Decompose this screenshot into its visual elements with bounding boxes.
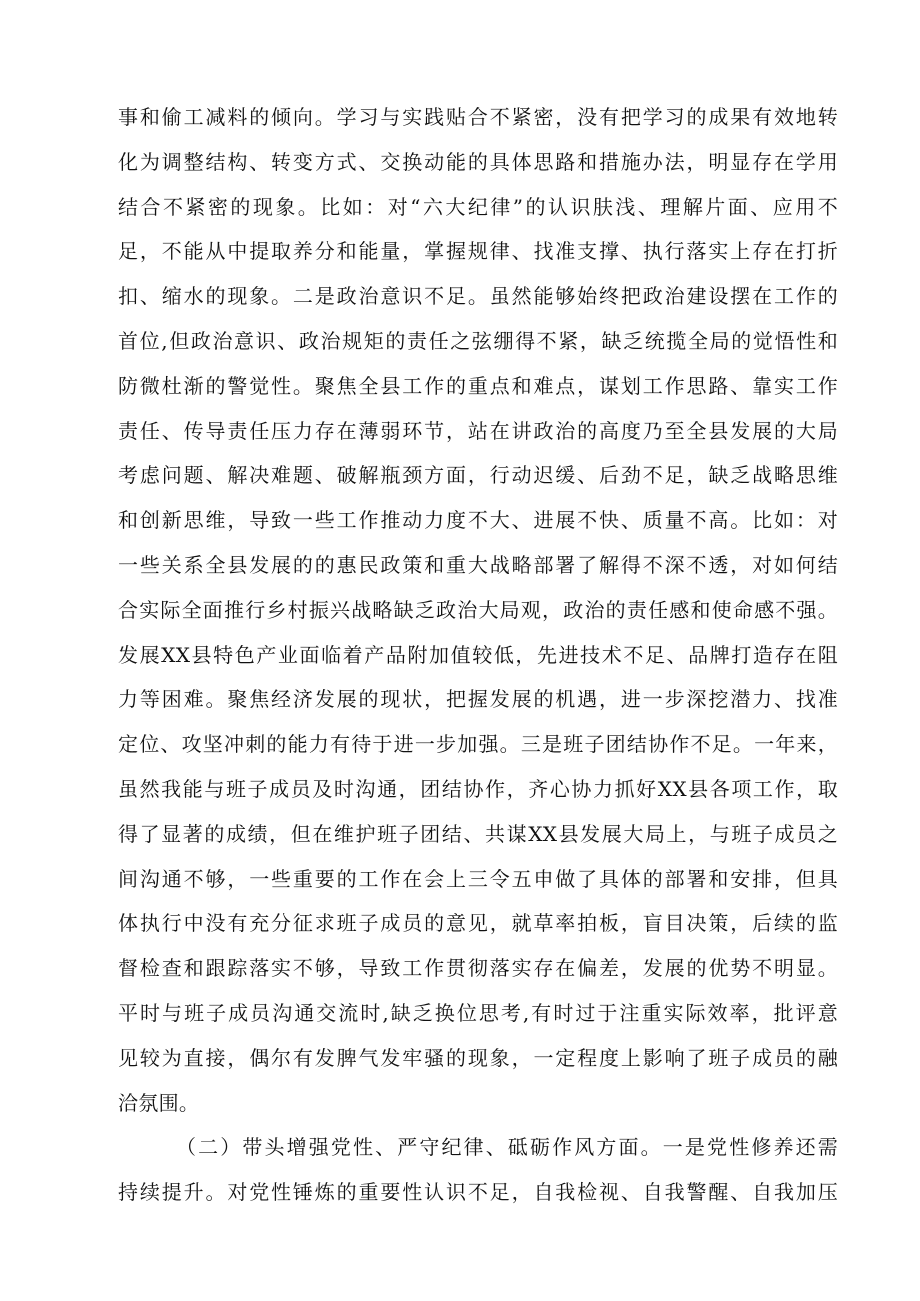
text-line: 责任、传导责任压力存在薄弱环节，站在讲政治的高度乃至全县发展的大局 — [118, 418, 838, 443]
text-line: 定位、攻坚冲刺的能力有待于进一步加强。三是班子团结协作不足。一年来， — [118, 732, 838, 757]
text-line: 虽然我能与班子成员及时沟通，团结协作，齐心协力抓好XX县各项工作，取 — [118, 776, 838, 801]
text-line: 事和偷工减料的倾向。学习与实践贴合不紧密，没有把学习的成果有效地转 — [118, 105, 838, 129]
paragraph-end-line: 洽氛围。 — [118, 1090, 200, 1115]
text-line: 力等困难。聚焦经济发展的现状，把握发展的机遇，进一步深挖潜力、找准 — [118, 687, 838, 712]
text-line: 结合不紧密的现象。比如：对“六大纪律”的认识肤浅、理解片面、应用不 — [118, 194, 838, 219]
section-heading-line: （二）带头增强党性、严守纪律、砥砺作风方面。一是党性修养还需 — [176, 1135, 838, 1160]
body-text — [118, 95, 838, 1215]
text-line: 得了显著的成绩，但在维护班子团结、共谋XX县发展大局上，与班子成员之 — [118, 821, 838, 846]
text-line: 考虑问题、解决难题、破解瓶颈方面，行动迟缓、后劲不足，缺乏战略思维 — [118, 463, 838, 488]
text-line: 持续提升。对党性锤炼的重要性认识不足，自我检视、自我警醒、自我加压 — [118, 1180, 838, 1205]
text-line: 督检查和跟踪落实不够，导致工作贯彻落实存在偏差，发展的优势不明显。 — [118, 956, 838, 981]
text-line: 足，不能从中提取养分和能量，掌握规律、找准支撑、执行落实上存在打折 — [118, 239, 838, 264]
text-line: 合实际全面推行乡村振兴战略缺乏政治大局观，政治的责任感和使命感不强。 — [118, 597, 838, 622]
text-line: 发展XX县特色产业面临着产品附加值较低，先进技术不足、品牌打造存在阻 — [118, 642, 838, 667]
text-line: 平时与班子成员沟通交流时,缺乏换位思考,有时过于注重实际效率，批评意 — [118, 1000, 838, 1025]
text-line: 防微杜渐的警觉性。聚焦全县工作的重点和难点，谋划工作思路、靠实工作 — [118, 373, 838, 398]
text-line: 扣、缩水的现象。二是政治意识不足。虽然能够始终把政治建设摆在工作的 — [118, 284, 838, 309]
text-line: 和创新思维，导致一些工作推动力度不大、进展不快、质量不高。比如：对 — [118, 508, 838, 533]
text-line: 见较为直接，偶尔有发脾气发牢骚的现象，一定程度上影响了班子成员的融 — [118, 1045, 838, 1070]
text-line: 首位,但政治意识、政治规矩的责任之弦绷得不紧，缺乏统揽全局的觉悟性和 — [118, 328, 838, 353]
text-line: 体执行中没有充分征求班子成员的意见，就草率拍板，盲目决策，后续的监 — [118, 911, 838, 936]
text-line: 间沟通不够，一些重要的工作在会上三令五申做了具体的部署和安排，但具 — [118, 866, 838, 891]
text-line: 一些关系全县发展的的惠民政策和重大战略部署了解得不深不透，对如何结 — [118, 552, 838, 577]
text-line: 化为调整结构、转变方式、交换动能的具体思路和措施办法，明显存在学用 — [118, 149, 838, 174]
